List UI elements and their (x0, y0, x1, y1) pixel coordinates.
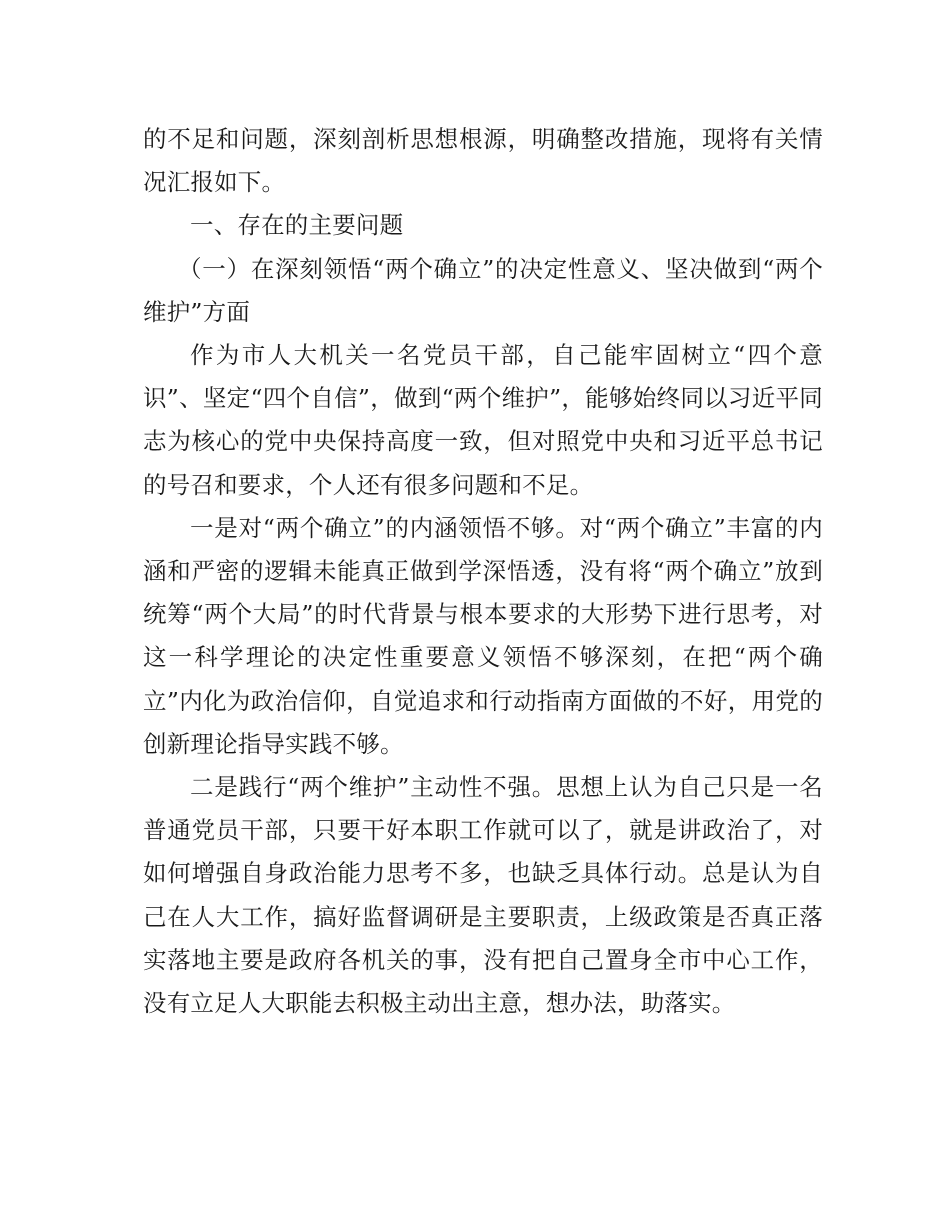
paragraph: 二是践行“两个维护”主动性不强。思想上认为自己只是一名普通党员干部，只要干好本职工作就可以了，就是讲政治了，对如何增强自身政治能力思考不多，也缺乏具体行动。总是认为自己在人大工作，搞好监督调研是主要职责，上级政策是否真正落实落地主要是政府各机关的事，没有把自己置身全市中心工作，没有立足人大职能去积极主动出主意，想办法，助落实。 (143, 773, 823, 1018)
paragraph: 作为市人大机关一名党员干部，自己能牢固树立“四个意识”、坚定“四个自信”，做到“两个维护”，能够始终同以习近平同志为核心的党中央保持高度一致，但对照党中央和习近平总书记的号召和要求，个人还有很多问题和不足。 (143, 341, 823, 499)
section-heading: 一、存在的主要问题 (190, 211, 404, 240)
document-body (143, 118, 823, 1025)
paragraph: 一是对“两个确立”的内涵领悟不够。对“两个确立”丰富的内涵和严密的逻辑未能真正做到学深悟透，没有将“两个确立”放到统筹“两个大局”的时代背景与根本要求的大形势下进行思考，对这一科学理论的决定性重要意义领悟不够深刻，在把“两个确立”内化为政治信仰，自觉追求和行动指南方面做的不好，用党的创新理论指导实践不够。 (143, 513, 823, 758)
paragraph-continuation: 的不足和问题，深刻剖析思想根源，明确整改措施，现将有关情况汇报如下。 (143, 125, 823, 197)
subsection-heading: （一）在深刻领悟“两个确立”的决定性意义、坚决做到“两个维护”方面 (143, 254, 823, 326)
